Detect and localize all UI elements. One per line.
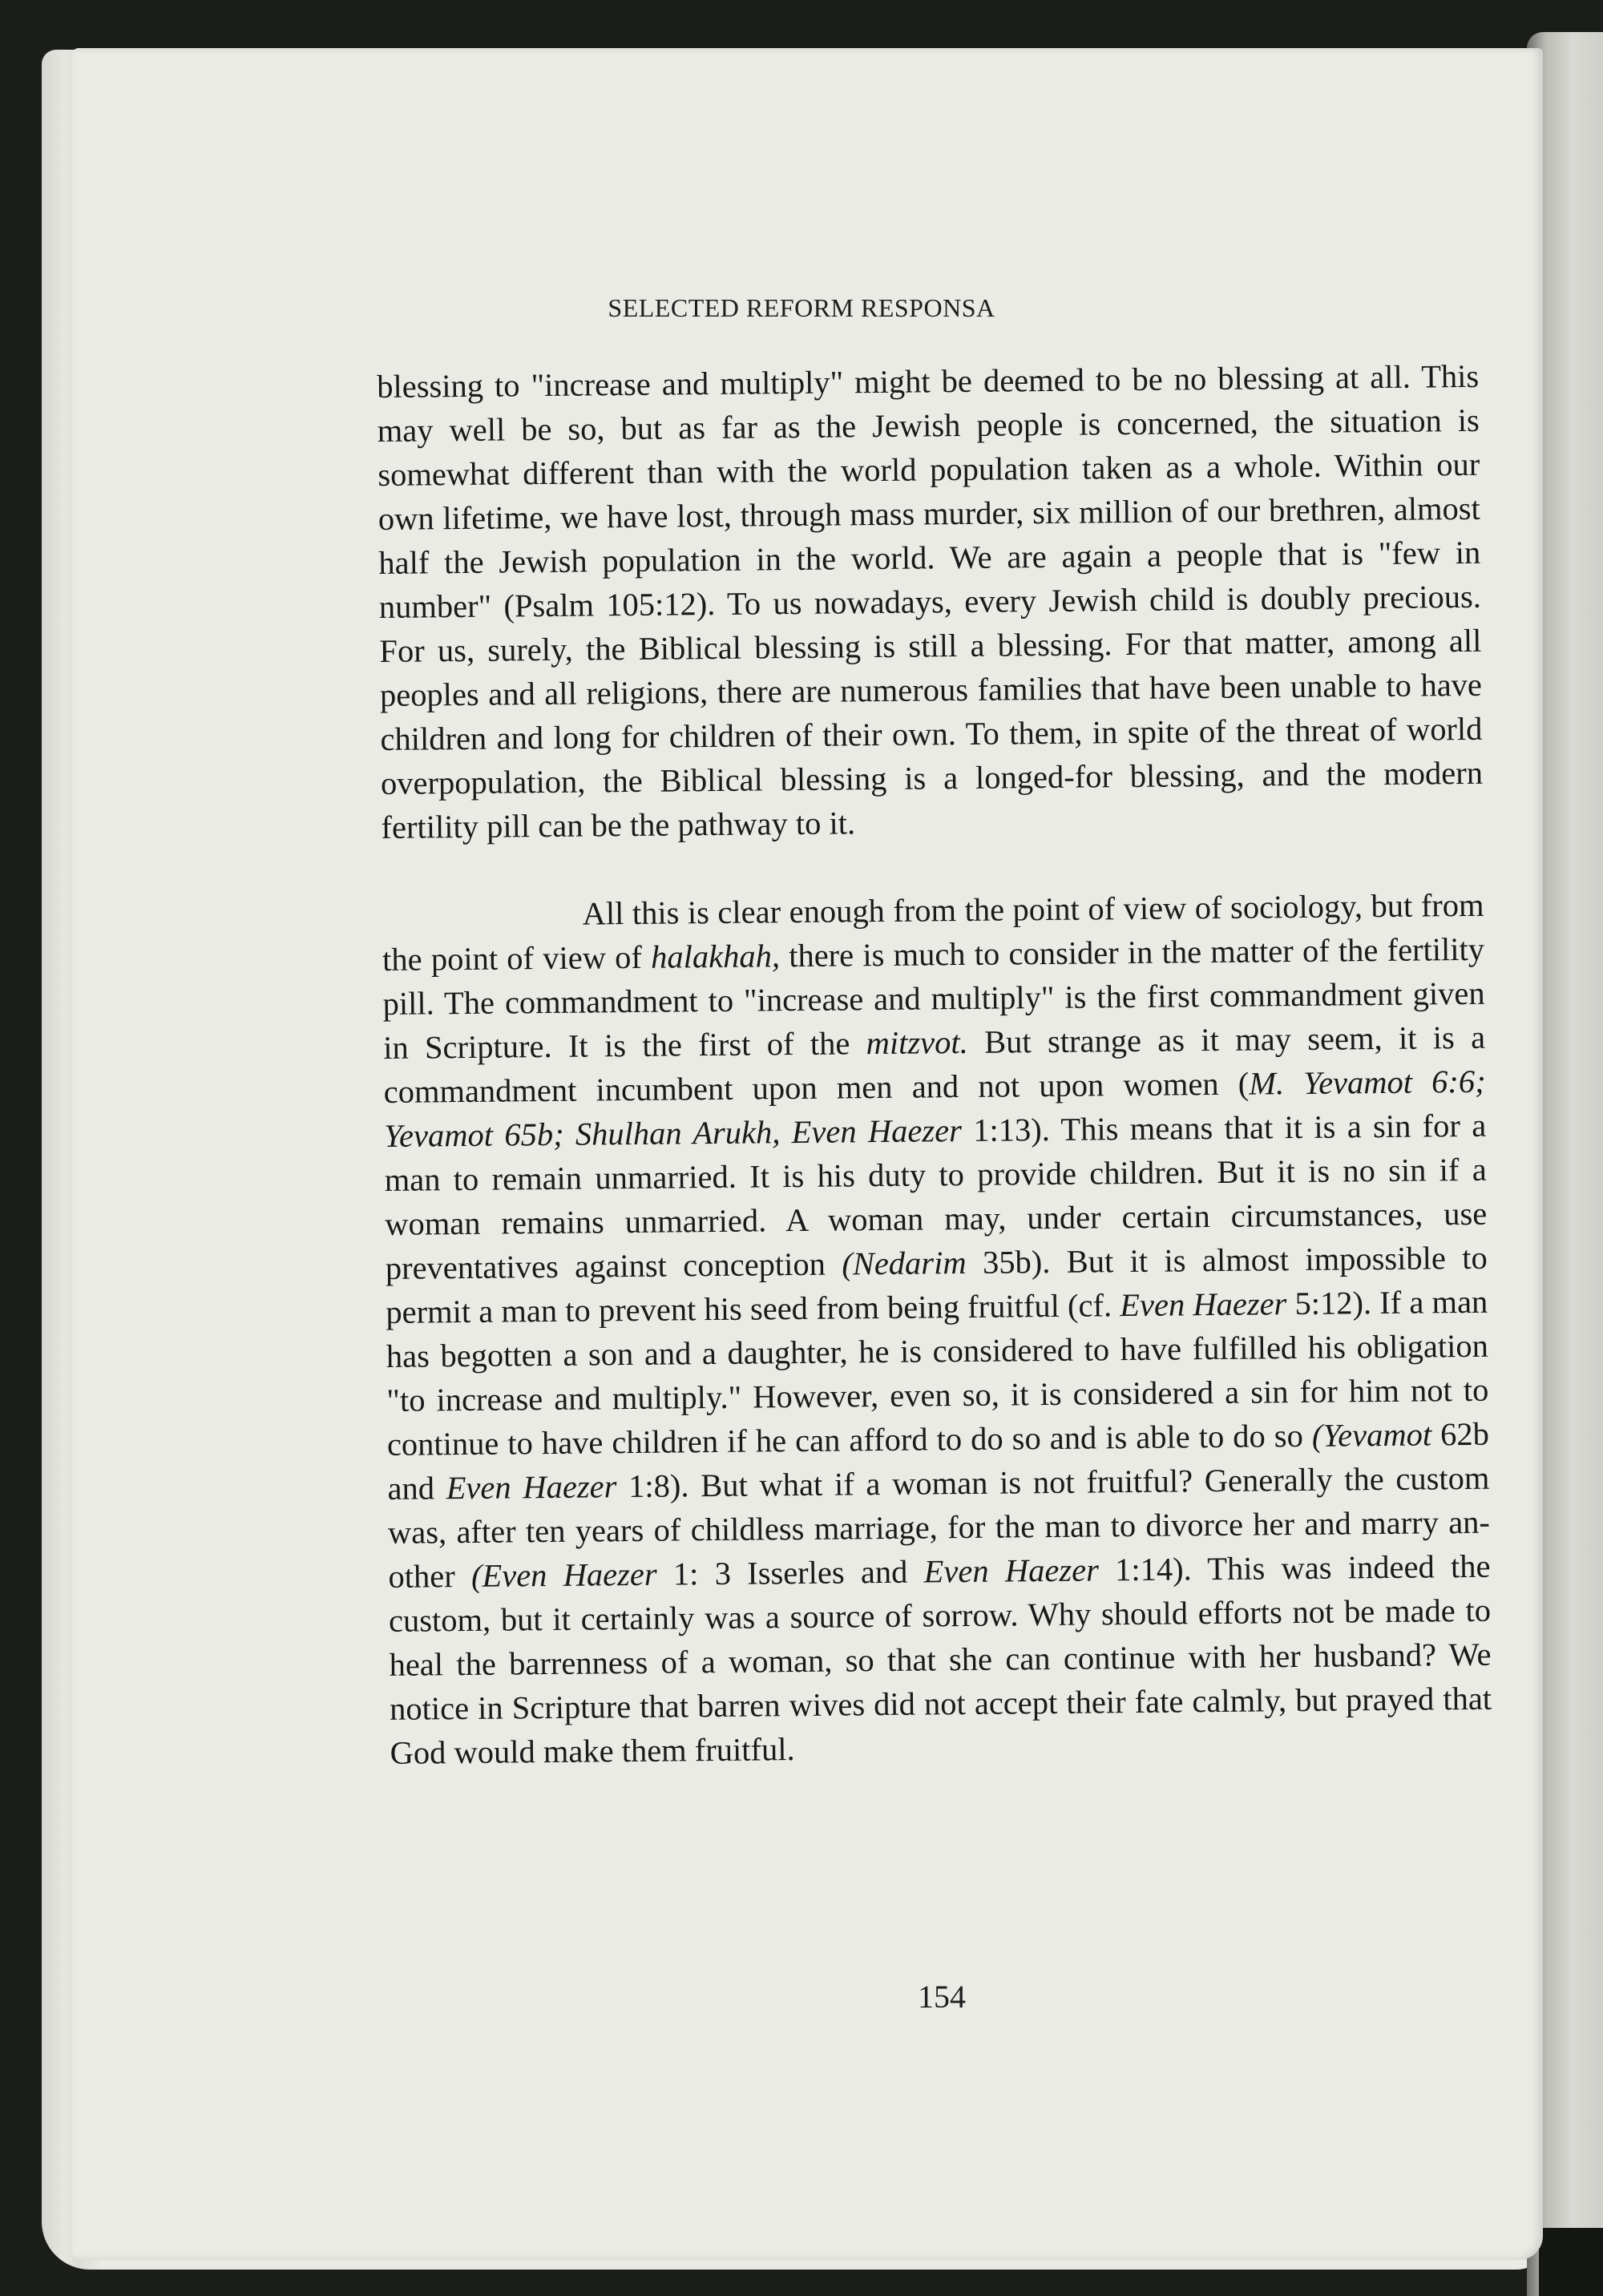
text-run: All this is clear enough from the point of view of sociology, but from the point of view of — [382, 886, 1484, 978]
italic-citation: mitzvot. — [866, 1023, 969, 1062]
italic-citation: Even Haezer — [923, 1552, 1100, 1590]
text-run: blessing to "increase and multiply" might be deemed to be no blessing at all. This may well be so, but as far as the Jewish people is concerned, the situation is somewhat different than with the world population taken as a whole. Within our own lifetime, we have lost, through mass murder, six million of our brethren, almost half the Jewish population in the world. We are again a people that is "few in number" (Psalm 105:12). To us nowadays, every Jewish child is doubly precious. For us, surely, the Biblical blessing is still a blessing. For that matter, among all peoples and all religions, there are numerous families that have been unable to have children and long for children of their own. To them, in spite of the threat of world overpopulation, the Biblical blessing is a longed-for blessing, and the modern fertility pill can be the pathway to it. — [377, 357, 1484, 845]
italic-citation: (Even Haezer — [470, 1556, 657, 1594]
italic-citation: (Nedarim — [842, 1244, 967, 1282]
body-text — [377, 354, 1492, 1775]
background-shadow — [1539, 2228, 1603, 2296]
text-run: But strange as it may seem, it is a commandment incumbent upon men and not upon women ( — [383, 1019, 1486, 1110]
text-run: 1:13). This means that it is a sin for a man to remain unmarried. It is his duty to provide children. But it is no sin if a woman remains unmarried. A woman may, under certain circumstances, use preventatives against conception — [384, 1107, 1488, 1286]
text-run: 35b). But it is almost impossible to permit a man to prevent his seed from being fruitful (cf. — [386, 1239, 1488, 1330]
text-run: 1: 3 Isserles and — [656, 1553, 924, 1592]
paragraph-2 — [382, 883, 1492, 1775]
italic-citation: Even Haezer — [446, 1468, 617, 1507]
italic-citation: Even Haezer — [1120, 1285, 1287, 1324]
text-run: 5:12). If a man has begotten a son and a daughter, he is considered to have fulfilled his obligation "to increase and multiply." However, even so, it is considered a sin for him not to continue to have children if he can afford to do so and is able to do so — [386, 1283, 1489, 1463]
italic-citation: (Yevamot — [1311, 1416, 1432, 1454]
paragraph-1 — [377, 354, 1484, 849]
text-run: 62b and — [387, 1415, 1490, 1507]
italic-citation: M. Yevamot 6:6; Yevamot 65b; Shulhan Arukh, Even Haezer — [384, 1063, 1486, 1154]
page-number: 154 — [918, 1979, 966, 2015]
italic-citation: halakhah, — [650, 938, 781, 975]
text-run: 1:8). But what if a woman is not fruitful? Generally the custom was, after ten years of childless marriage, for the man to divorce her and marry another — [387, 1459, 1491, 1595]
text-run: 1:14). This was indeed the custom, but it certainly was a source of sorrow. Why should efforts not be made to heal the barrenness of a woman, so that she can continue with her husband? We notice in Scripture that barren wives did not accept their fate calmly, but prayed that God would make them fruitful. — [388, 1547, 1492, 1771]
text-run: there is much to consider in the matter of the fertility pill. The commandment to "increase and multiply" is the first commandment given in Scripture. It is the first of the — [382, 930, 1485, 1066]
running-head: SELECTED REFORM RESPONSA — [608, 293, 995, 322]
